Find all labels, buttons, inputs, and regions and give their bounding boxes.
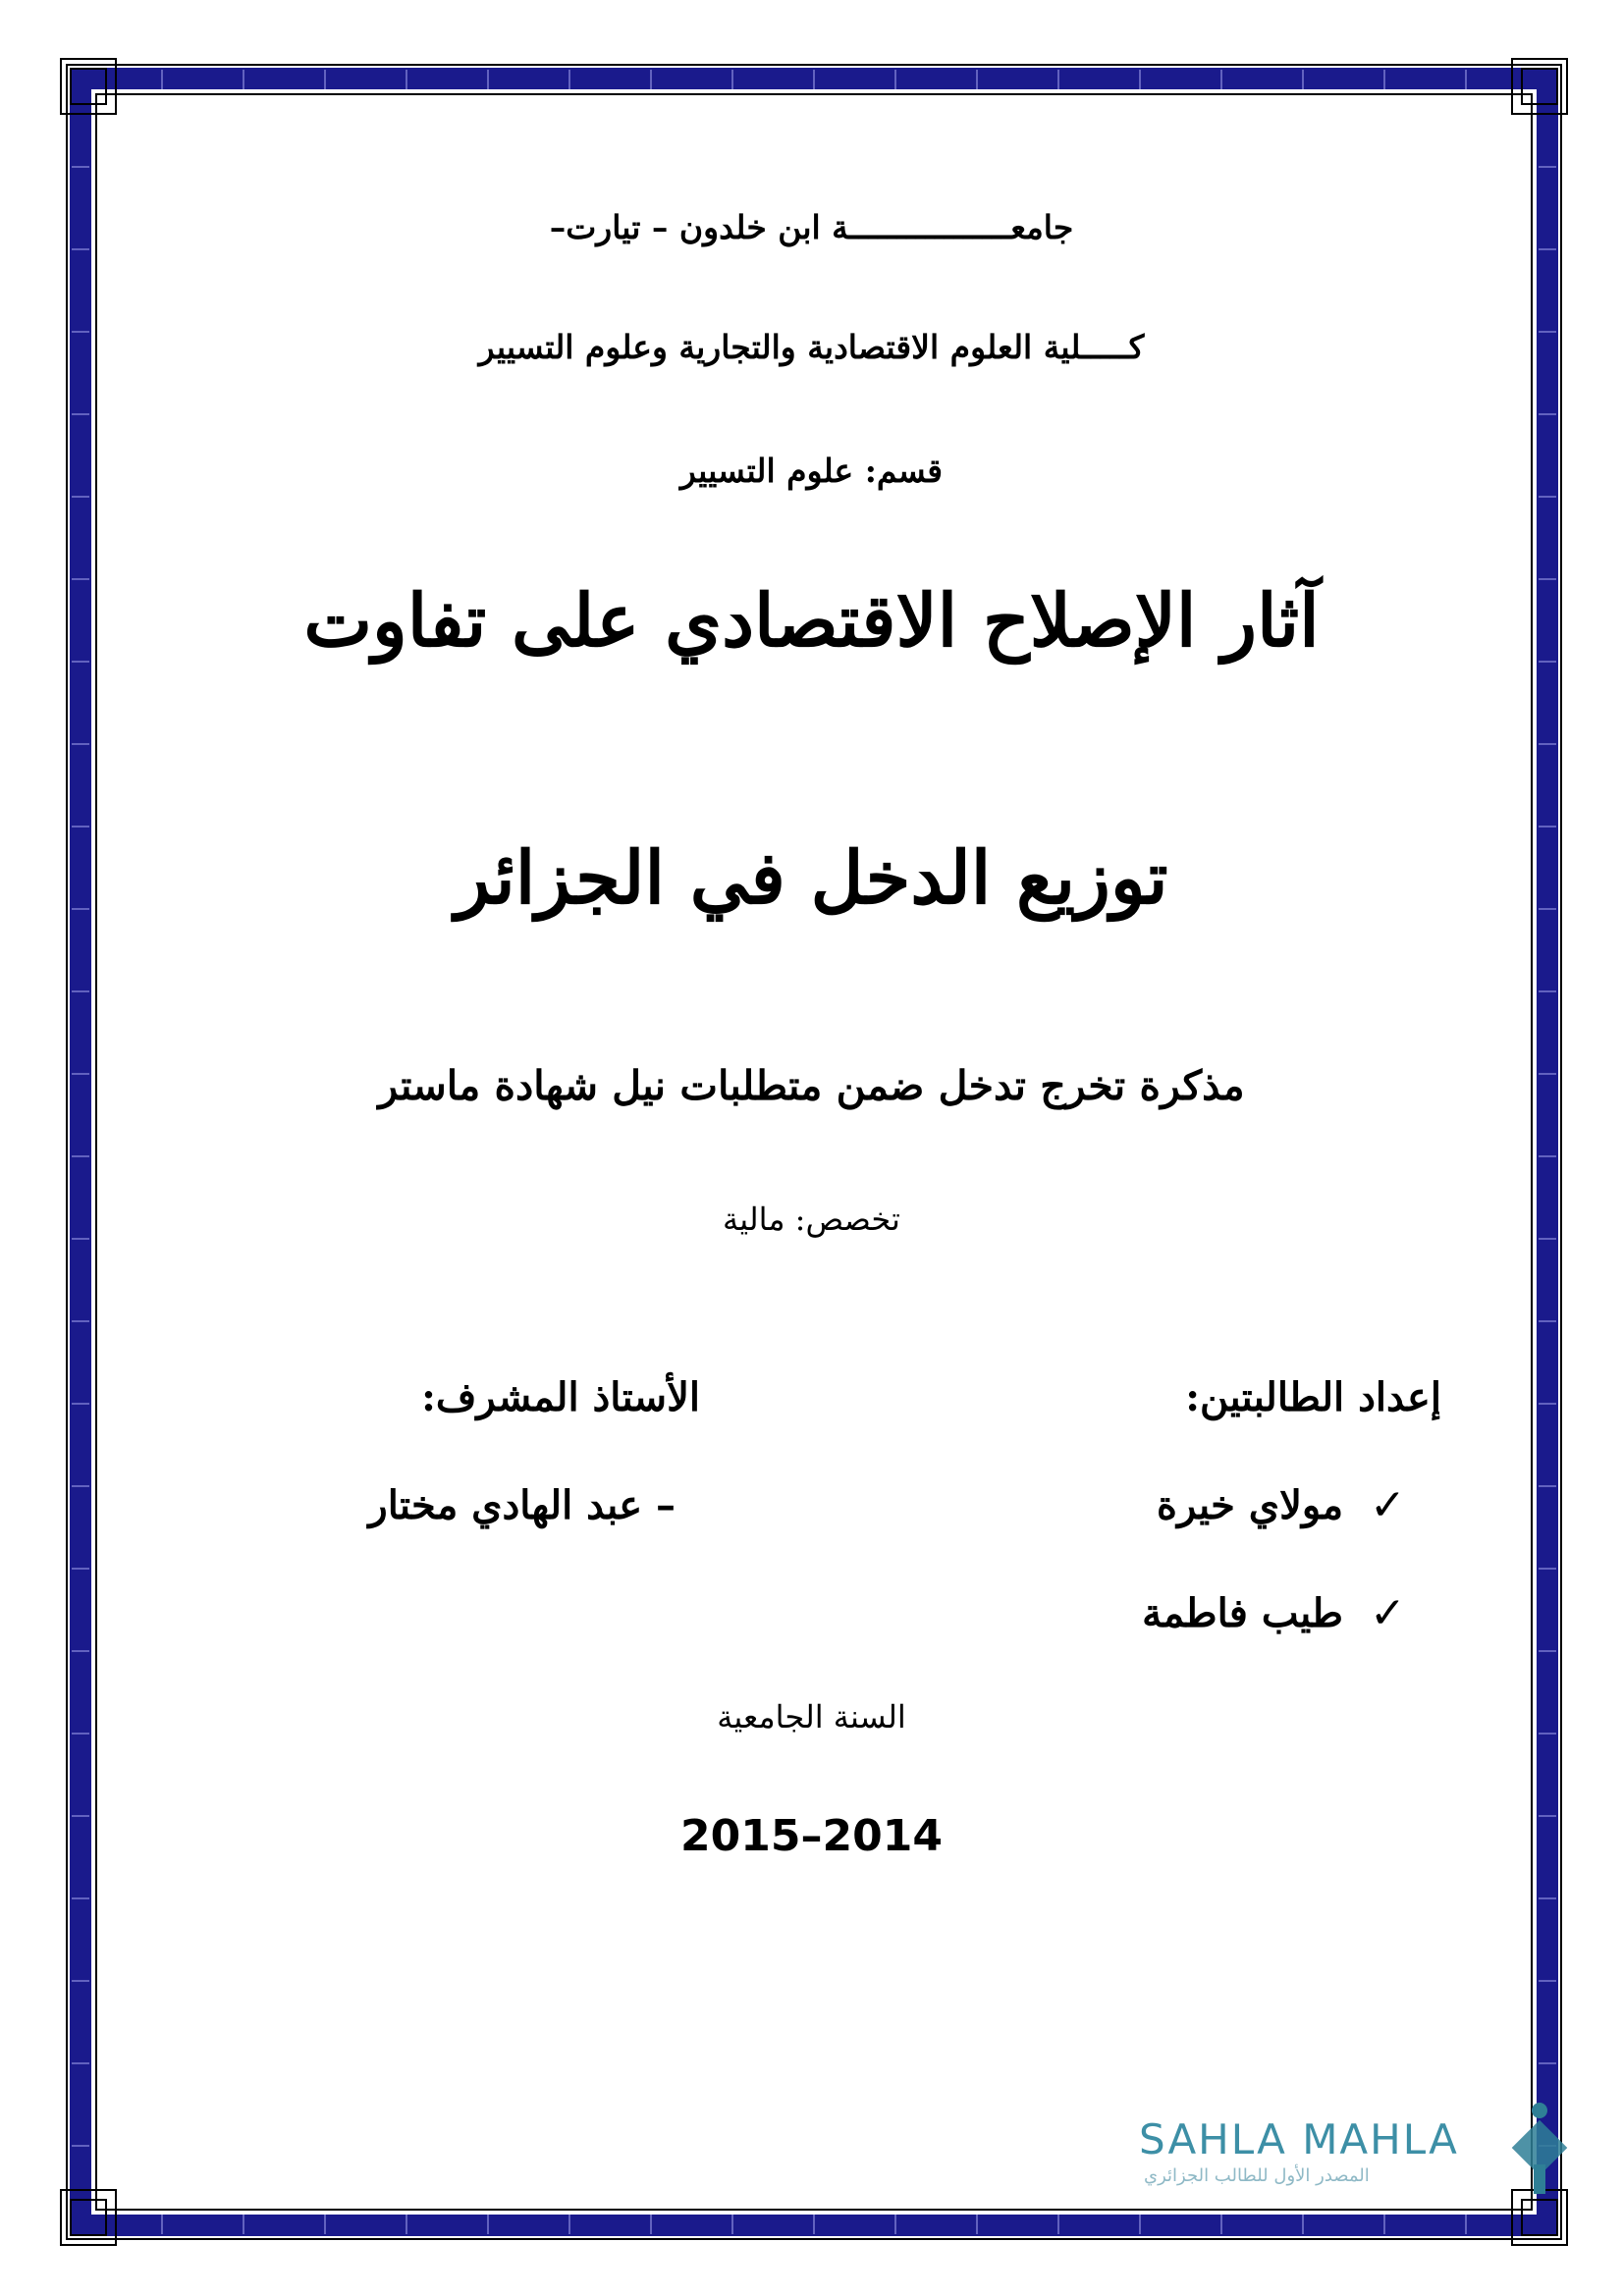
watermark-brand: SAHLA MAHLA: [1139, 2115, 1459, 2163]
academic-year-value: 2015–2014: [680, 1811, 943, 1861]
thesis-title-line-2: توزيع الدخل في الجزائر: [455, 836, 1168, 921]
faculty-name: كـــــلية العلوم الاقتصادية والتجارية وعلوم التسيير: [478, 328, 1145, 366]
students-label: إعداد الطالبتين:: [1185, 1374, 1441, 1420]
thesis-title-line-1: آثار الإصلاح الاقتصادي على تفاوت: [303, 579, 1320, 664]
academic-year-label: السنة الجامعية: [717, 1698, 906, 1735]
supervisor-name: – عبد الهادي مختار: [368, 1482, 676, 1528]
student-name-1: مولاي خيرة: [1157, 1482, 1343, 1528]
watermark-tagline: المصدر الأول للطالب الجزائري: [1144, 2165, 1370, 2186]
student-name-2: طيب فاطمة: [1142, 1590, 1343, 1636]
specialty: تخصص: مالية: [723, 1201, 900, 1238]
department-name: قسم: علوم التسيير: [679, 452, 944, 490]
checkmark-icon: ✓: [1370, 1480, 1406, 1530]
checkmark-icon: ✓: [1370, 1588, 1406, 1638]
corner-ornaments: [61, 59, 1567, 2245]
university-name: جامعـــــــــــــــــة ابن خلدون – تيارت–: [549, 208, 1074, 246]
sahla-mahla-logo-icon: [1512, 2103, 1568, 2194]
supervisor-label: الأستاذ المشرف:: [421, 1374, 700, 1420]
thesis-subtitle: مذكرة تخرج تدخل ضمن متطلبات نيل شهادة ماستر: [378, 1062, 1245, 1109]
